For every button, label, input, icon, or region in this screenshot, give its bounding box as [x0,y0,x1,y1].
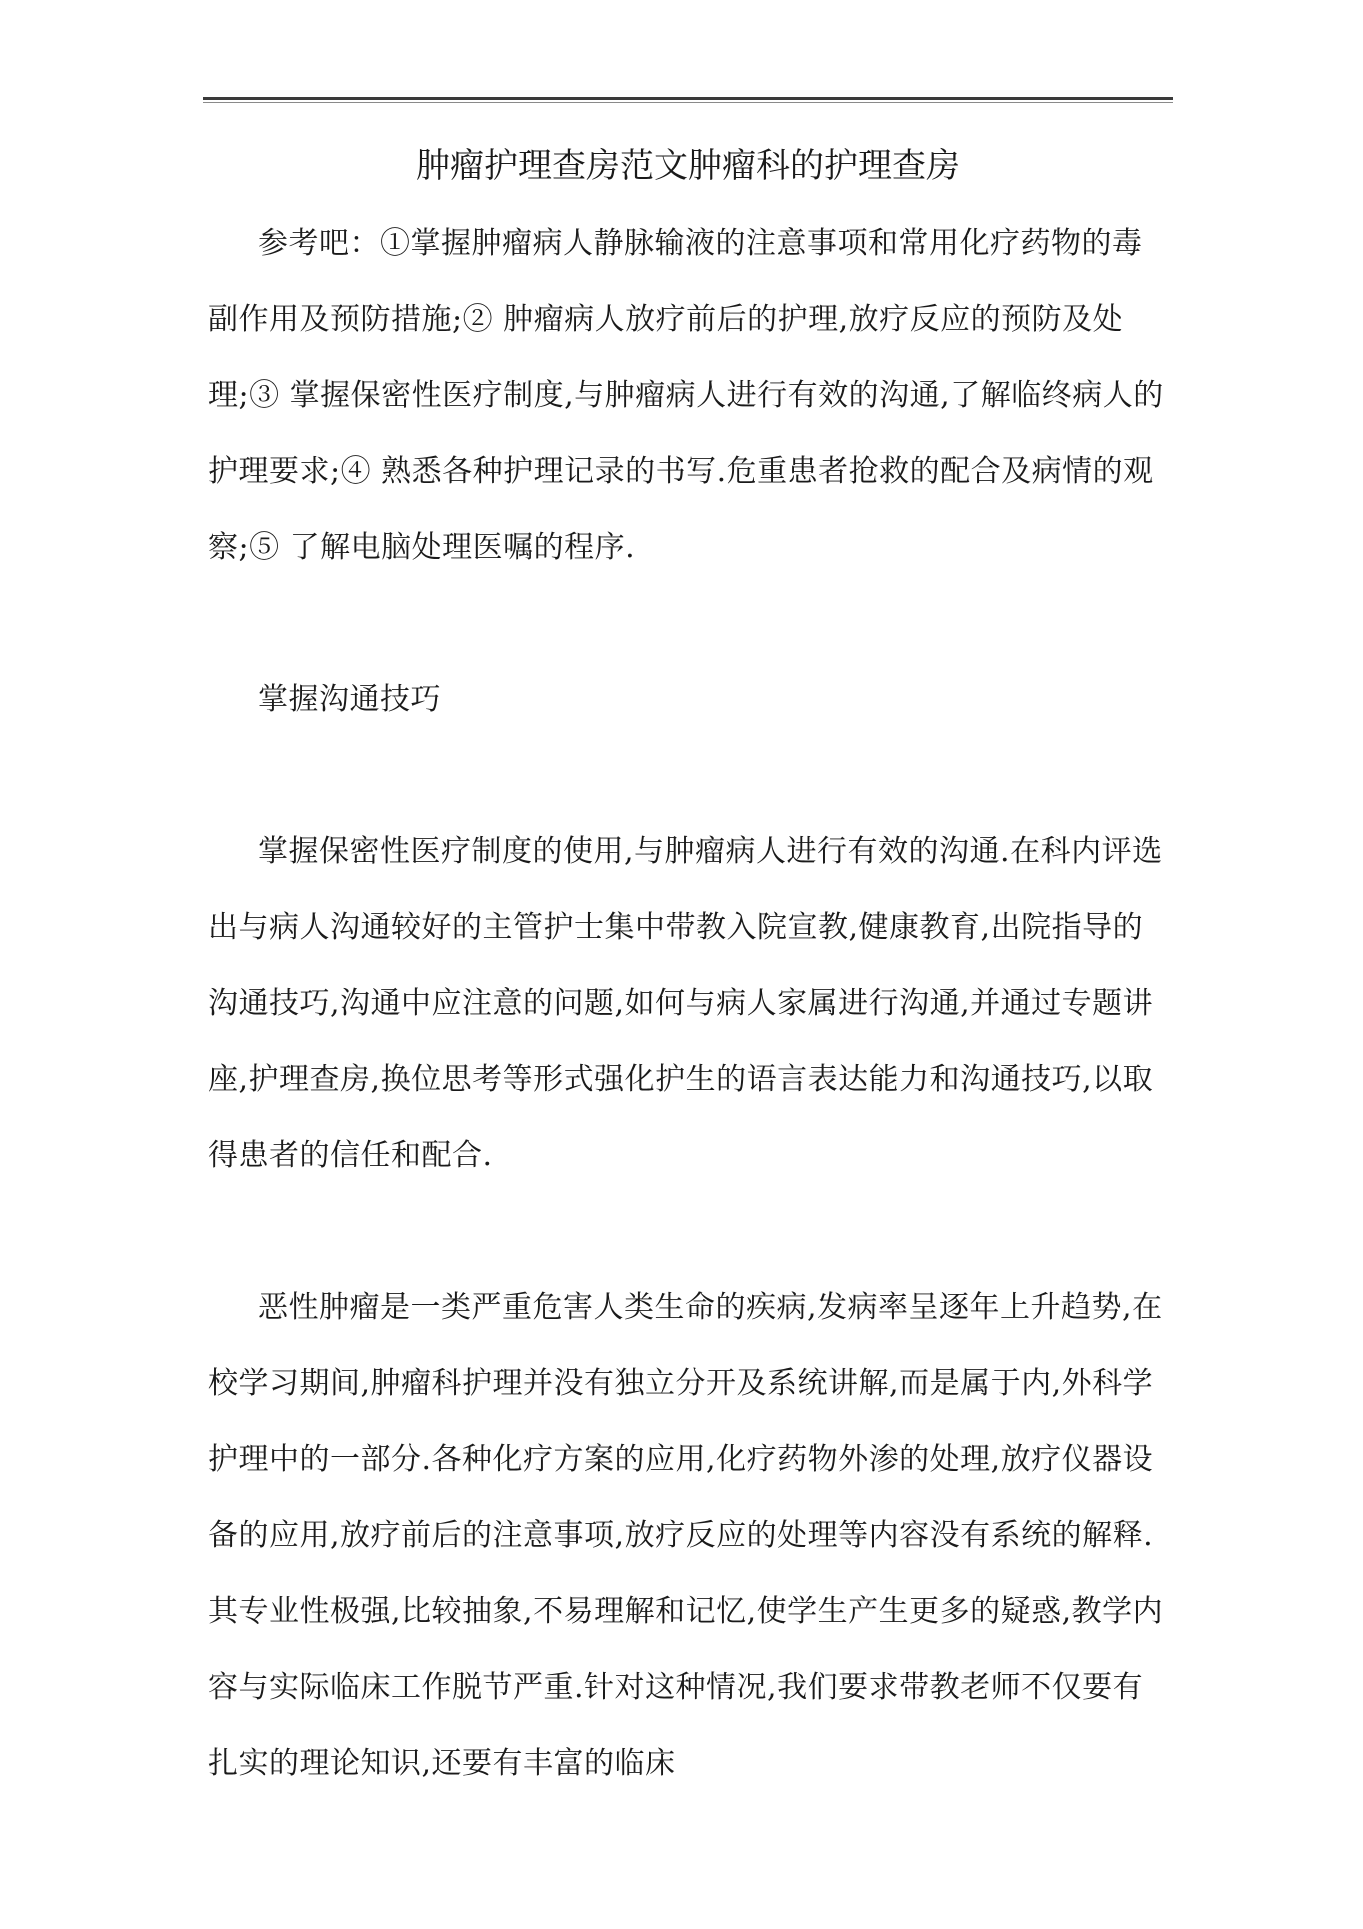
blank-line [208,1194,1168,1270]
document-title: 肿瘤护理查房范文肿瘤科的护理查房 [416,146,960,186]
paragraph-malignant-tumor: 恶性肿瘤是一类严重危害人类生命的疾病,发病率呈逐年上升趋势,在校学习期间,肿瘤科护理并没有独立分开及系统讲解,而是属于内,外科学护理中的一部分.各种化疗方案的应用,化疗药物外渗的处理,放疗仪器设备的应用,放疗前后的注意事项,放疗反应的处理等内容没有系统的解释.其专业性极强,比较抽象,不易理解和记忆,使学生产生更多的疑惑,教学内容与实际临床工作脱节严重.针对这种情况,我们要求带教老师不仅要有扎实的理论知识,还要有丰富的临床 [208,1290,1164,1781]
blank-line [208,586,1168,662]
blank-line [208,738,1168,814]
paragraph-objectives: 参考吧：①掌握肿瘤病人静脉输液的注意事项和常用化疗药物的毒副作用及预防措施;② 肿瘤病人放疗前后的护理,放疗反应的预防及处理;③ 掌握保密性医疗制度,与肿瘤病人进行有效的沟通,了解临终病人的护理要求;④ 熟悉各种护理记录的书写.危重患者抢救的配合及病情的观察;⑤ 了解电脑处理医嘱的程序. [208,226,1164,565]
paragraph-communication: 掌握保密性医疗制度的使用,与肿瘤病人进行有效的沟通.在科内评选出与病人沟通较好的主管护士集中带教入院宣教,健康教育,出院指导的沟通技巧,沟通中应注意的问题,如何与病人家属进行沟通,并通过专题讲座,护理查房,换位思考等形式强化护生的语言表达能力和沟通技巧,以取得患者的信任和配合. [208,834,1163,1173]
section-heading: 掌握沟通技巧 [258,682,441,717]
document-body [208,206,1168,1802]
header-rule [203,97,1173,103]
